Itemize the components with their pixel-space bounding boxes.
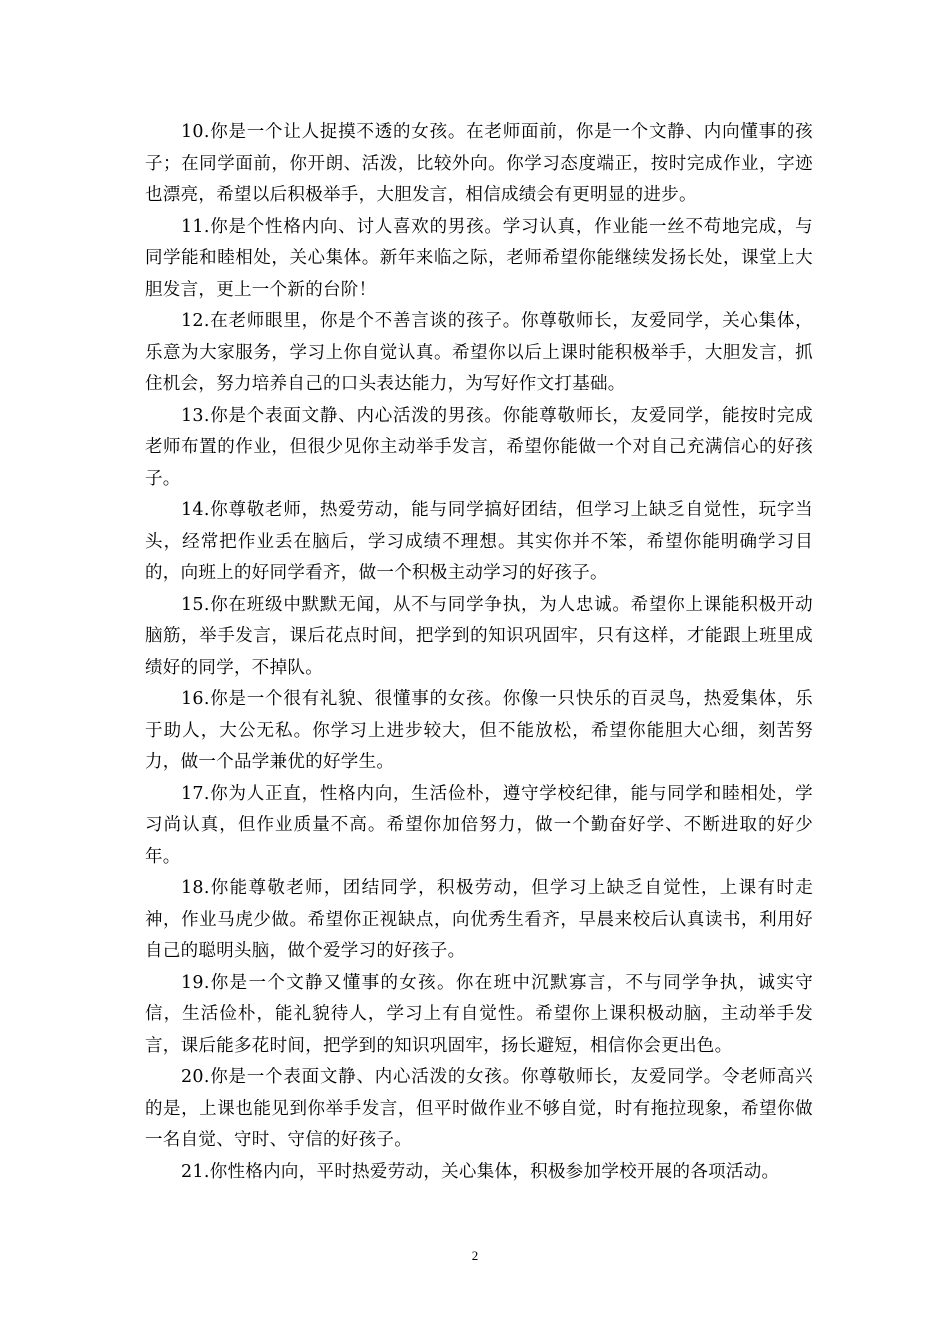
comment-15: 15.你在班级中默默无闻，从不与同学争执，为人忠诚。希望你上课能积极开动脑筋，举手发言，课后花点时间，把学到的知识巩固牢，只有这样，才能跟上班里成绩好的同学，不掉队。 [145,594,813,678]
comment-20: 20.你是一个表面文静、内心活泼的女孩。你尊敬师长，友爱同学。令老师高兴的是，上课也能见到你举手发言，但平时做作业不够自觉，时有拖拉现象，希望你做一名自觉、守时、守信的好孩子。 [145,1067,813,1150]
comment-13: 13.你是个表面文静、内心活泼的男孩。你能尊敬师长，友爱同学，能按时完成老师布置的作业，但很少见你主动举手发言，希望你能做一个对自己充满信心的好孩子。 [145,405,813,489]
comment-19: 19.你是一个文静又懂事的女孩。你在班中沉默寡言，不与同学争执，诚实守信，生活俭朴，能礼貌待人，学习上有自觉性。希望你上课积极动脑，主动举手发言，课后能多花时间，把学到的知识巩固牢，扬长避短，相信你会更出色。 [145,972,813,1056]
comment-18: 18.你能尊敬老师，团结同学，积极劳动，但学习上缺乏自觉性，上课有时走神，作业马虎少做。希望你正视缺点，向优秀生看齐，早晨来校后认真读书，利用好自己的聪明头脑，做个爱学习的好孩子。 [145,878,813,961]
document-body [145,117,813,1188]
comment-21: 21.你性格内向，平时热爱劳动，关心集体，积极参加学校开展的各项活动。 [181,1161,780,1182]
comment-16: 16.你是一个很有礼貌、很懂事的女孩。你像一只快乐的百灵鸟，热爱集体，乐于助人，大公无私。你学习上进步较大，但不能放松，希望你能胆大心细，刻苦努力，做一个品学兼优的好学生。 [145,689,813,772]
comment-17: 17.你为人正直，性格内向，生活俭朴，遵守学校纪律，能与同学和睦相处，学习尚认真，但作业质量不高。希望你加倍努力，做一个勤奋好学、不断进取的好少年。 [145,783,813,867]
comment-14: 14.你尊敬老师，热爱劳动，能与同学搞好团结，但学习上缺乏自觉性，玩字当头，经常把作业丢在脑后，学习成绩不理想。其实你并不笨，希望你能明确学习目的，向班上的好同学看齐，做一个积极主动学习的好孩子。 [145,500,813,583]
page-number: 2 [471,1248,479,1263]
comment-12: 12.在老师眼里，你是个不善言谈的孩子。你尊敬师长，友爱同学，关心集体，乐意为大家服务，学习上你自觉认真。希望你以后上课时能积极举手，大胆发言，抓住机会，努力培养自己的口头表达能力，为写好作文打基础。 [145,311,813,394]
comment-10: 10.你是一个让人捉摸不透的女孩。在老师面前，你是一个文静、内向懂事的孩子；在同学面前，你开朗、活泼，比较外向。你学习态度端正，按时完成作业，字迹也漂亮，希望以后积极举手，大胆发言，相信成绩会有更明显的进步。 [145,122,813,205]
comment-11: 11.你是个性格内向、讨人喜欢的男孩。学习认真，作业能一丝不苟地完成，与同学能和睦相处，关心集体。新年来临之际，老师希望你能继续发扬长处，课堂上大胆发言，更上一个新的台阶！ [145,216,813,300]
